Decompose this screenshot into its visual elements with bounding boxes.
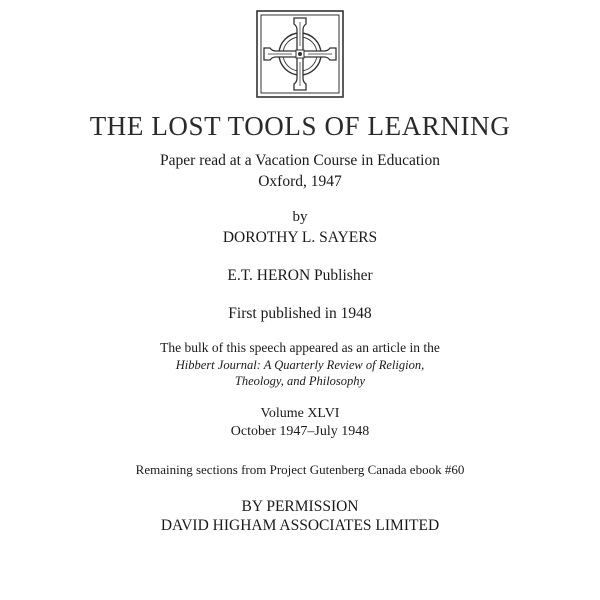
subtitle-line-1: Paper read at a Vacation Course in Education xyxy=(160,152,440,169)
volume: Volume XLVI xyxy=(260,406,340,421)
publisher: E.T. HERON Publisher xyxy=(227,267,373,284)
source-note: Remaining sections from Project Gutenberg Canada ebook #60 xyxy=(135,462,465,477)
by-label: by xyxy=(292,209,308,225)
permission-line-1: BY PERMISSION xyxy=(241,498,359,515)
journal-title-line-2: Theology, and Philosophy xyxy=(234,374,366,388)
first-published: First published in 1948 xyxy=(228,305,372,322)
page-title: THE LOST TOOLS OF LEARNING xyxy=(89,111,511,141)
article-note: The bulk of this speech appeared as an article in the xyxy=(160,340,440,355)
author-name: DOROTHY L. SAYERS xyxy=(222,229,378,246)
journal-title-line-1: Hibbert Journal: A Quarterly Review of Religion, xyxy=(175,358,425,372)
date-range: October 1947–July 1948 xyxy=(230,424,370,439)
subtitle-line-2: Oxford, 1947 xyxy=(258,173,342,190)
celtic-cross-icon xyxy=(256,10,344,98)
permission-line-2: DAVID HIGHAM ASSOCIATES LIMITED xyxy=(160,517,440,534)
